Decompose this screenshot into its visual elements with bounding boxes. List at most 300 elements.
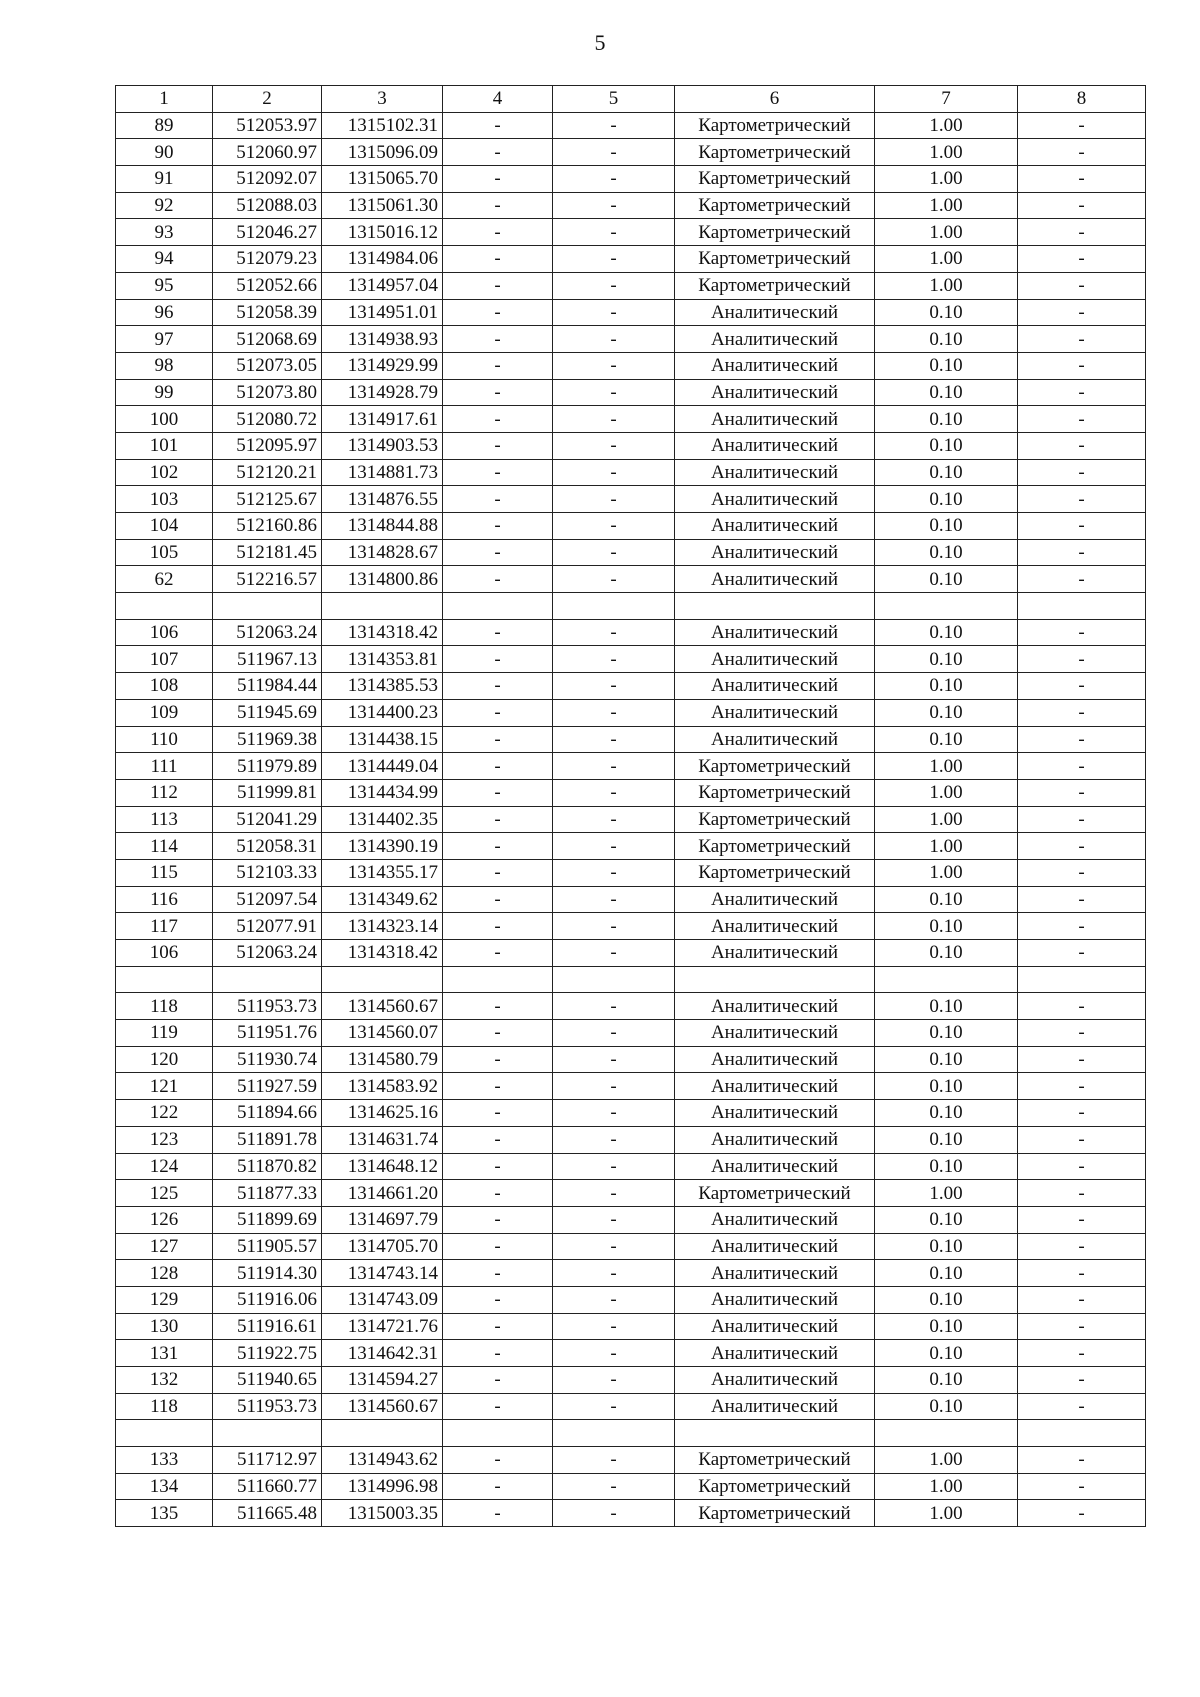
table-row: [116, 913, 1146, 940]
table-cell: [443, 593, 553, 620]
table-cell: [553, 593, 675, 620]
table-cell: -: [443, 1233, 553, 1260]
table-cell: Аналитический: [675, 1233, 875, 1260]
table-cell: -: [1018, 1340, 1146, 1367]
table-cell: -: [443, 326, 553, 353]
table-cell: -: [1018, 192, 1146, 219]
table-cell: -: [443, 993, 553, 1020]
table-cell: -: [1018, 1020, 1146, 1047]
table-cell: -: [1018, 326, 1146, 353]
table-cell: 512216.57: [213, 566, 322, 593]
table-cell: -: [1018, 940, 1146, 967]
table-cell: 125: [116, 1180, 213, 1207]
table-cell: 0.10: [875, 726, 1018, 753]
table-cell: 0.10: [875, 886, 1018, 913]
table-cell: -: [443, 1500, 553, 1527]
table-cell: 96: [116, 299, 213, 326]
table-cell: 1.00: [875, 112, 1018, 139]
table-row: [116, 406, 1146, 433]
table-cell: Аналитический: [675, 1313, 875, 1340]
table-cell: 62: [116, 566, 213, 593]
table-cell: -: [1018, 673, 1146, 700]
column-header: 3: [322, 86, 443, 113]
table-cell: -: [443, 486, 553, 513]
table-cell: -: [1018, 833, 1146, 860]
table-cell: Аналитический: [675, 566, 875, 593]
table-cell: [553, 966, 675, 993]
table-cell: -: [553, 352, 675, 379]
table-cell: -: [1018, 619, 1146, 646]
table-cell: -: [443, 299, 553, 326]
table-cell: Картометрический: [675, 272, 875, 299]
column-header: 2: [213, 86, 322, 113]
table-cell: 1.00: [875, 166, 1018, 193]
table-cell: [116, 1420, 213, 1447]
table-cell: 1314705.70: [322, 1233, 443, 1260]
table-cell: -: [553, 726, 675, 753]
table-cell: 116: [116, 886, 213, 913]
table-cell: -: [553, 673, 675, 700]
table-cell: -: [553, 1206, 675, 1233]
table-cell: -: [443, 219, 553, 246]
table-row: [116, 833, 1146, 860]
table-row: [116, 1286, 1146, 1313]
table-cell: 1314903.53: [322, 432, 443, 459]
table-row: [116, 566, 1146, 593]
table-cell: [322, 966, 443, 993]
table-cell: 1314951.01: [322, 299, 443, 326]
table-cell: 1314560.67: [322, 993, 443, 1020]
table-cell: 0.10: [875, 1340, 1018, 1367]
table-cell: -: [553, 1100, 675, 1127]
table-cell: Аналитический: [675, 1367, 875, 1394]
table-cell: -: [1018, 859, 1146, 886]
table-cell: 104: [116, 513, 213, 540]
table-cell: 98: [116, 352, 213, 379]
table-cell: -: [553, 1260, 675, 1287]
table-cell: Аналитический: [675, 1393, 875, 1420]
table-cell: -: [553, 326, 675, 353]
table-cell: Аналитический: [675, 619, 875, 646]
table-cell: Картометрический: [675, 1447, 875, 1474]
table-cell: -: [1018, 432, 1146, 459]
table-row: [116, 166, 1146, 193]
table-cell: -: [1018, 566, 1146, 593]
table-cell: -: [553, 1393, 675, 1420]
table-cell: [443, 966, 553, 993]
table-cell: -: [553, 1046, 675, 1073]
table-row: [116, 246, 1146, 273]
table-cell: 1314583.92: [322, 1073, 443, 1100]
table-cell: 126: [116, 1206, 213, 1233]
table-cell: 1314876.55: [322, 486, 443, 513]
table-cell: -: [443, 1020, 553, 1047]
table-cell: -: [553, 166, 675, 193]
table-cell: 512181.45: [213, 539, 322, 566]
table-cell: 113: [116, 806, 213, 833]
table-cell: -: [1018, 1153, 1146, 1180]
table-cell: -: [443, 673, 553, 700]
table-cell: 512060.97: [213, 139, 322, 166]
table-cell: -: [553, 139, 675, 166]
table-cell: 0.10: [875, 379, 1018, 406]
table-cell: 1314697.79: [322, 1206, 443, 1233]
table-cell: -: [443, 112, 553, 139]
table-cell: -: [1018, 539, 1146, 566]
table-cell: 512068.69: [213, 326, 322, 353]
table-cell: Аналитический: [675, 459, 875, 486]
table-cell: 0.10: [875, 1073, 1018, 1100]
table-cell: 511916.61: [213, 1313, 322, 1340]
table-cell: -: [1018, 1473, 1146, 1500]
table-cell: 1.00: [875, 246, 1018, 273]
table-row: [116, 299, 1146, 326]
table-cell: 512073.80: [213, 379, 322, 406]
table-cell: 0.10: [875, 699, 1018, 726]
table-cell: -: [553, 1313, 675, 1340]
table-cell: 1314996.98: [322, 1473, 443, 1500]
table-cell: 109: [116, 699, 213, 726]
table-cell: 512080.72: [213, 406, 322, 433]
table-cell: [1018, 966, 1146, 993]
column-header: 6: [675, 86, 875, 113]
table-cell: 1314648.12: [322, 1153, 443, 1180]
table-cell: Картометрический: [675, 1180, 875, 1207]
table-row: [116, 1206, 1146, 1233]
table-cell: -: [443, 913, 553, 940]
table-cell: 511999.81: [213, 779, 322, 806]
table-cell: [875, 966, 1018, 993]
table-cell: 1314390.19: [322, 833, 443, 860]
table-row: [116, 459, 1146, 486]
table-cell: Аналитический: [675, 1206, 875, 1233]
table-cell: 1315061.30: [322, 192, 443, 219]
table-cell: -: [443, 940, 553, 967]
table-cell: 115: [116, 859, 213, 886]
table-cell: Аналитический: [675, 352, 875, 379]
table-cell: 0.10: [875, 1206, 1018, 1233]
table-cell: -: [443, 1046, 553, 1073]
table-cell: -: [443, 1286, 553, 1313]
table-cell: 1314560.07: [322, 1020, 443, 1047]
table-cell: 512088.03: [213, 192, 322, 219]
table-cell: -: [443, 619, 553, 646]
table-cell: 511945.69: [213, 699, 322, 726]
table-cell: Картометрический: [675, 779, 875, 806]
table-cell: 1314943.62: [322, 1447, 443, 1474]
table-cell: -: [1018, 1367, 1146, 1394]
table-cell: 511916.06: [213, 1286, 322, 1313]
table-cell: -: [443, 166, 553, 193]
table-cell: 102: [116, 459, 213, 486]
table-row: [116, 699, 1146, 726]
table-cell: 0.10: [875, 673, 1018, 700]
table-cell: 512125.67: [213, 486, 322, 513]
table-row: [116, 859, 1146, 886]
table-cell: Картометрический: [675, 166, 875, 193]
table-cell: -: [443, 806, 553, 833]
table-cell: 130: [116, 1313, 213, 1340]
table-cell: 132: [116, 1367, 213, 1394]
table-cell: -: [553, 486, 675, 513]
table-cell: 0.10: [875, 993, 1018, 1020]
table-cell: [675, 966, 875, 993]
table-cell: 0.10: [875, 1100, 1018, 1127]
table-cell: 0.10: [875, 1046, 1018, 1073]
table-cell: -: [553, 406, 675, 433]
table-cell: 89: [116, 112, 213, 139]
table-cell: -: [553, 859, 675, 886]
table-cell: 1314560.67: [322, 1393, 443, 1420]
table-cell: 0.10: [875, 326, 1018, 353]
table-cell: [213, 1420, 322, 1447]
table-cell: -: [1018, 299, 1146, 326]
table-cell: Аналитический: [675, 886, 875, 913]
table-cell: -: [443, 833, 553, 860]
table-cell: -: [1018, 1393, 1146, 1420]
table-cell: 511930.74: [213, 1046, 322, 1073]
table-cell: 1.00: [875, 1447, 1018, 1474]
table-cell: 1314743.09: [322, 1286, 443, 1313]
table-cell: 120: [116, 1046, 213, 1073]
table-cell: -: [553, 886, 675, 913]
coordinates-table: [115, 85, 1146, 1527]
table-row: [116, 753, 1146, 780]
table-cell: -: [443, 1153, 553, 1180]
table-cell: 94: [116, 246, 213, 273]
table-cell: -: [443, 859, 553, 886]
table-cell: 95: [116, 272, 213, 299]
table-row: [116, 1233, 1146, 1260]
table-cell: 511984.44: [213, 673, 322, 700]
table-cell: 1314385.53: [322, 673, 443, 700]
table-cell: -: [1018, 1073, 1146, 1100]
table-cell: -: [553, 1286, 675, 1313]
table-cell: [553, 1420, 675, 1447]
table-cell: 0.10: [875, 1020, 1018, 1047]
table-cell: [875, 1420, 1018, 1447]
table-cell: -: [553, 1500, 675, 1527]
table-cell: -: [1018, 1126, 1146, 1153]
table-cell: 129: [116, 1286, 213, 1313]
table-cell: -: [1018, 1447, 1146, 1474]
table-cell: 127: [116, 1233, 213, 1260]
table-cell: Аналитический: [675, 913, 875, 940]
table-row: [116, 1393, 1146, 1420]
table-cell: -: [443, 379, 553, 406]
table-cell: -: [1018, 886, 1146, 913]
table-cell: Аналитический: [675, 699, 875, 726]
table-cell: -: [443, 406, 553, 433]
separator-row: [116, 966, 1146, 993]
table-cell: Картометрический: [675, 806, 875, 833]
table-cell: [322, 1420, 443, 1447]
table-cell: 106: [116, 940, 213, 967]
table-cell: 1.00: [875, 219, 1018, 246]
table-cell: 512063.24: [213, 940, 322, 967]
table-row: [116, 192, 1146, 219]
table-cell: 0.10: [875, 1233, 1018, 1260]
table-cell: -: [1018, 1046, 1146, 1073]
table-cell: 1314434.99: [322, 779, 443, 806]
table-cell: 1315065.70: [322, 166, 443, 193]
table-cell: Картометрический: [675, 246, 875, 273]
table-cell: -: [1018, 406, 1146, 433]
table-cell: 512073.05: [213, 352, 322, 379]
table-row: [116, 1153, 1146, 1180]
table-cell: 512097.54: [213, 886, 322, 913]
table-cell: 0.10: [875, 1393, 1018, 1420]
table-cell: -: [553, 1473, 675, 1500]
table-cell: Аналитический: [675, 1153, 875, 1180]
table-cell: -: [1018, 379, 1146, 406]
table-cell: -: [553, 993, 675, 1020]
table-cell: -: [1018, 1233, 1146, 1260]
table-cell: 0.10: [875, 1126, 1018, 1153]
table-cell: 1.00: [875, 806, 1018, 833]
table-cell: 0.10: [875, 432, 1018, 459]
table-cell: Аналитический: [675, 379, 875, 406]
table-cell: 1.00: [875, 779, 1018, 806]
table-cell: -: [1018, 166, 1146, 193]
table-cell: 511922.75: [213, 1340, 322, 1367]
table-cell: -: [1018, 913, 1146, 940]
table-cell: 1.00: [875, 139, 1018, 166]
table-cell: -: [553, 1180, 675, 1207]
table-cell: 511660.77: [213, 1473, 322, 1500]
table-cell: -: [553, 1367, 675, 1394]
table-cell: -: [443, 1313, 553, 1340]
table-cell: -: [443, 1206, 553, 1233]
table-row: [116, 326, 1146, 353]
table-cell: 511899.69: [213, 1206, 322, 1233]
table-cell: -: [553, 379, 675, 406]
table-cell: Картометрический: [675, 1473, 875, 1500]
table-cell: -: [443, 1260, 553, 1287]
table-cell: Аналитический: [675, 673, 875, 700]
table-cell: 1314642.31: [322, 1340, 443, 1367]
table-cell: 1314400.23: [322, 699, 443, 726]
table-cell: 511894.66: [213, 1100, 322, 1127]
table-cell: 1314957.04: [322, 272, 443, 299]
table-cell: 512052.66: [213, 272, 322, 299]
table-cell: 1314353.81: [322, 646, 443, 673]
table-cell: 1314844.88: [322, 513, 443, 540]
table-cell: 512058.31: [213, 833, 322, 860]
table-cell: 91: [116, 166, 213, 193]
table-cell: Аналитический: [675, 993, 875, 1020]
table-cell: -: [443, 459, 553, 486]
table-cell: 131: [116, 1340, 213, 1367]
table-cell: 90: [116, 139, 213, 166]
table-cell: -: [1018, 352, 1146, 379]
table-cell: 1314928.79: [322, 379, 443, 406]
table-cell: 111: [116, 753, 213, 780]
table-row: [116, 1260, 1146, 1287]
table-cell: -: [1018, 459, 1146, 486]
table-cell: Аналитический: [675, 940, 875, 967]
table-row: [116, 993, 1146, 1020]
table-cell: -: [553, 272, 675, 299]
table-cell: 110: [116, 726, 213, 753]
table-cell: -: [1018, 272, 1146, 299]
table-cell: -: [1018, 1313, 1146, 1340]
table-cell: 1314828.67: [322, 539, 443, 566]
table-cell: 511969.38: [213, 726, 322, 753]
table-cell: 105: [116, 539, 213, 566]
table-cell: Аналитический: [675, 726, 875, 753]
table-cell: -: [553, 1073, 675, 1100]
table-cell: 0.10: [875, 913, 1018, 940]
table-row: [116, 352, 1146, 379]
table-row: [116, 139, 1146, 166]
table-cell: -: [553, 1126, 675, 1153]
table-cell: 0.10: [875, 1286, 1018, 1313]
table-cell: 1.00: [875, 859, 1018, 886]
table-cell: 511870.82: [213, 1153, 322, 1180]
table-cell: 0.10: [875, 406, 1018, 433]
table-cell: 512092.07: [213, 166, 322, 193]
table-row: [116, 272, 1146, 299]
table-cell: 0.10: [875, 1260, 1018, 1287]
table-cell: -: [553, 806, 675, 833]
table-cell: -: [1018, 1206, 1146, 1233]
table-cell: -: [1018, 726, 1146, 753]
table-cell: 119: [116, 1020, 213, 1047]
table-cell: [1018, 1420, 1146, 1447]
table-row: [116, 1100, 1146, 1127]
table-row: [116, 646, 1146, 673]
column-header: 8: [1018, 86, 1146, 113]
table-cell: 1314318.42: [322, 940, 443, 967]
table-cell: -: [1018, 1286, 1146, 1313]
table-cell: -: [553, 432, 675, 459]
table-cell: 1314438.15: [322, 726, 443, 753]
table-cell: 1314631.74: [322, 1126, 443, 1153]
table-cell: -: [553, 192, 675, 219]
table-cell: -: [1018, 646, 1146, 673]
table-cell: Аналитический: [675, 1260, 875, 1287]
table-cell: 1314743.14: [322, 1260, 443, 1287]
table-cell: -: [1018, 806, 1146, 833]
table-cell: -: [553, 566, 675, 593]
table-cell: Аналитический: [675, 646, 875, 673]
table-cell: -: [443, 726, 553, 753]
table-cell: 1314355.17: [322, 859, 443, 886]
table-cell: Картометрический: [675, 833, 875, 860]
table-cell: Аналитический: [675, 1046, 875, 1073]
table-cell: Аналитический: [675, 1340, 875, 1367]
table-cell: 1.00: [875, 1500, 1018, 1527]
table-cell: -: [443, 1367, 553, 1394]
table-cell: -: [1018, 1260, 1146, 1287]
table-cell: 511979.89: [213, 753, 322, 780]
table-cell: 1314984.06: [322, 246, 443, 273]
table-row: [116, 806, 1146, 833]
table-cell: 128: [116, 1260, 213, 1287]
table-cell: -: [443, 566, 553, 593]
table-cell: 93: [116, 219, 213, 246]
table-header-row: [116, 86, 1146, 113]
table-cell: 1314318.42: [322, 619, 443, 646]
table-cell: 112: [116, 779, 213, 806]
table-cell: Аналитический: [675, 1073, 875, 1100]
table-cell: -: [553, 913, 675, 940]
table-cell: -: [553, 299, 675, 326]
table-cell: -: [1018, 513, 1146, 540]
table-row: [116, 726, 1146, 753]
table-row: [116, 886, 1146, 913]
